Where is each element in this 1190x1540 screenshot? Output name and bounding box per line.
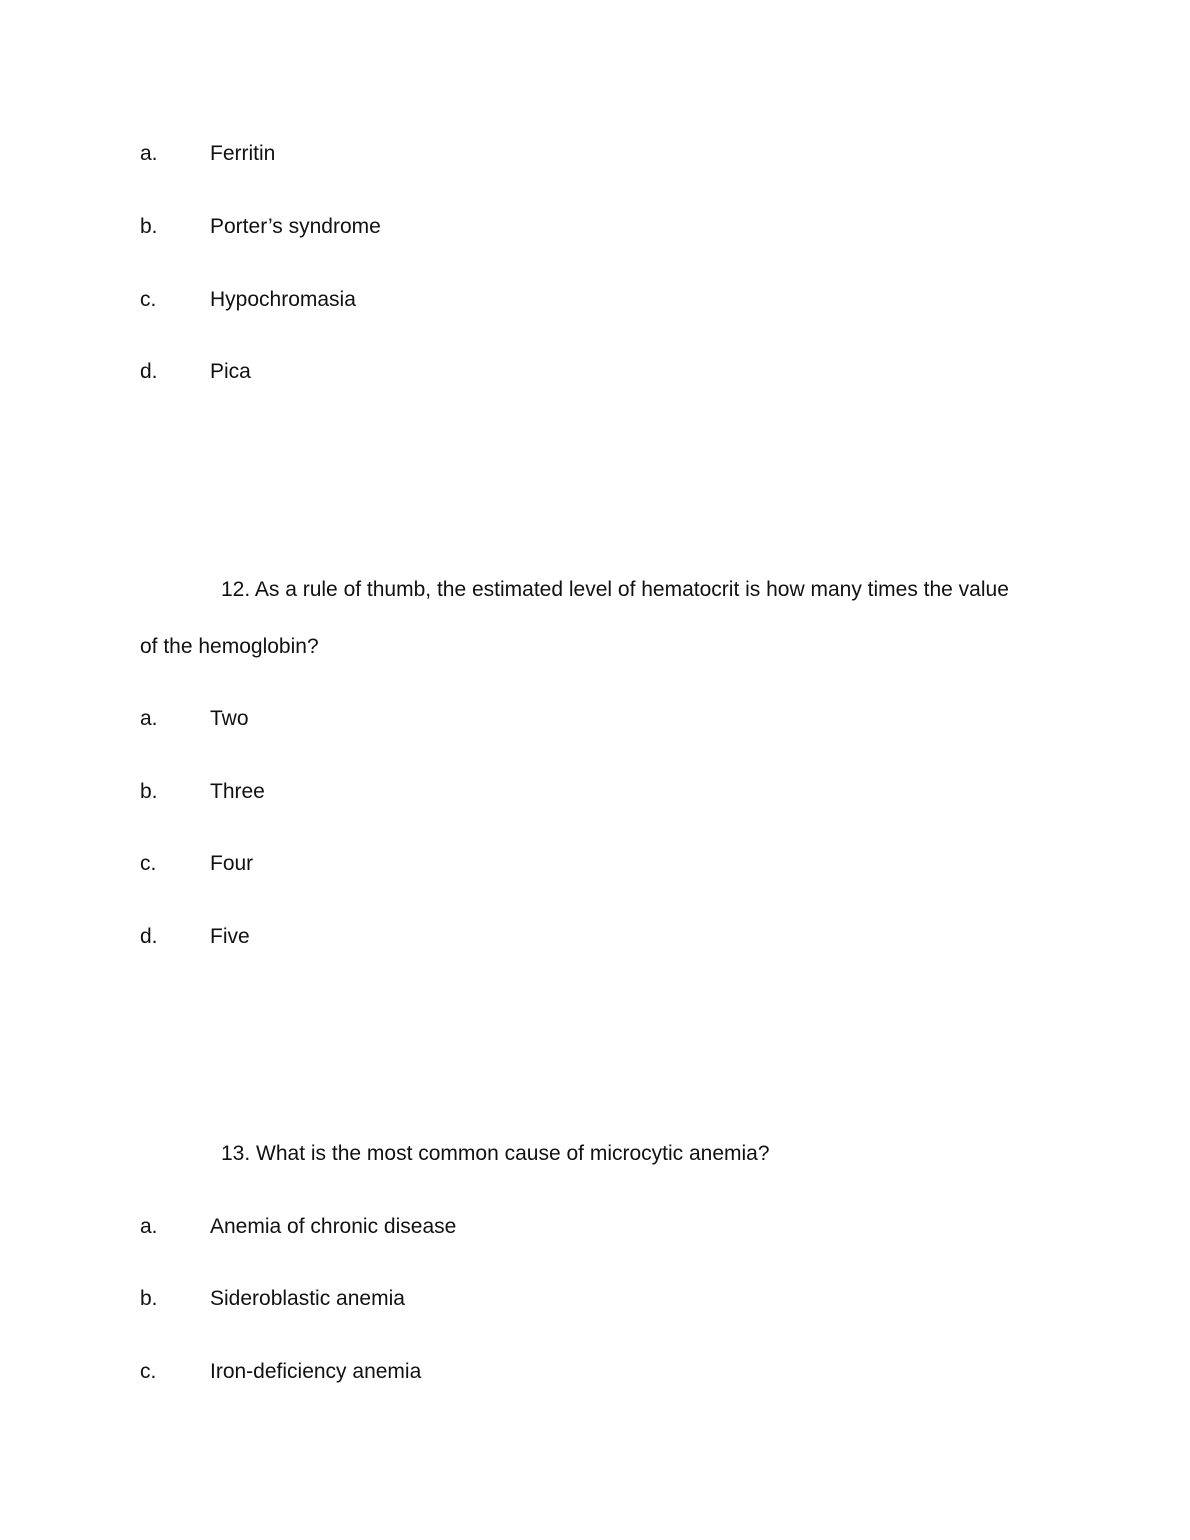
option-row (140, 778, 265, 806)
option-text: Three (210, 780, 265, 803)
question-13-line1: 13. What is the most common cause of microcytic anemia? (221, 1142, 770, 1165)
option-letter: d. (140, 925, 158, 948)
option-letter: c. (140, 288, 157, 311)
question-12-line2: of the hemoglobin? (140, 635, 319, 658)
option-letter: c. (140, 852, 157, 875)
question-12-line1: 12. As a rule of thumb, the estimated level of hematocrit is how many times the value (221, 578, 1009, 601)
option-row (140, 213, 381, 241)
option-letter: b. (140, 215, 158, 238)
option-row (140, 850, 253, 878)
option-row (140, 705, 249, 733)
option-letter: b. (140, 780, 158, 803)
option-row (140, 1213, 456, 1241)
option-letter: d. (140, 360, 158, 383)
option-text: Two (210, 707, 249, 730)
option-letter: a. (140, 707, 158, 730)
option-letter: a. (140, 142, 158, 165)
option-row (140, 140, 275, 168)
option-text: Iron-deficiency anemia (210, 1360, 422, 1383)
option-row (140, 286, 356, 314)
option-text: Ferritin (210, 142, 276, 165)
option-row (140, 1285, 405, 1313)
option-text: Four (210, 852, 254, 875)
option-text: Pica (210, 360, 251, 383)
option-text: Porter’s syndrome (210, 215, 381, 238)
option-row (140, 923, 250, 951)
option-row (140, 1358, 421, 1386)
option-text: Hypochromasia (210, 288, 356, 311)
option-letter: a. (140, 1215, 158, 1238)
option-text: Sideroblastic anemia (210, 1287, 405, 1310)
option-text: Five (210, 925, 250, 948)
option-letter: b. (140, 1287, 158, 1310)
option-row (140, 358, 251, 386)
option-text: Anemia of chronic disease (210, 1215, 457, 1238)
option-letter: c. (140, 1360, 157, 1383)
